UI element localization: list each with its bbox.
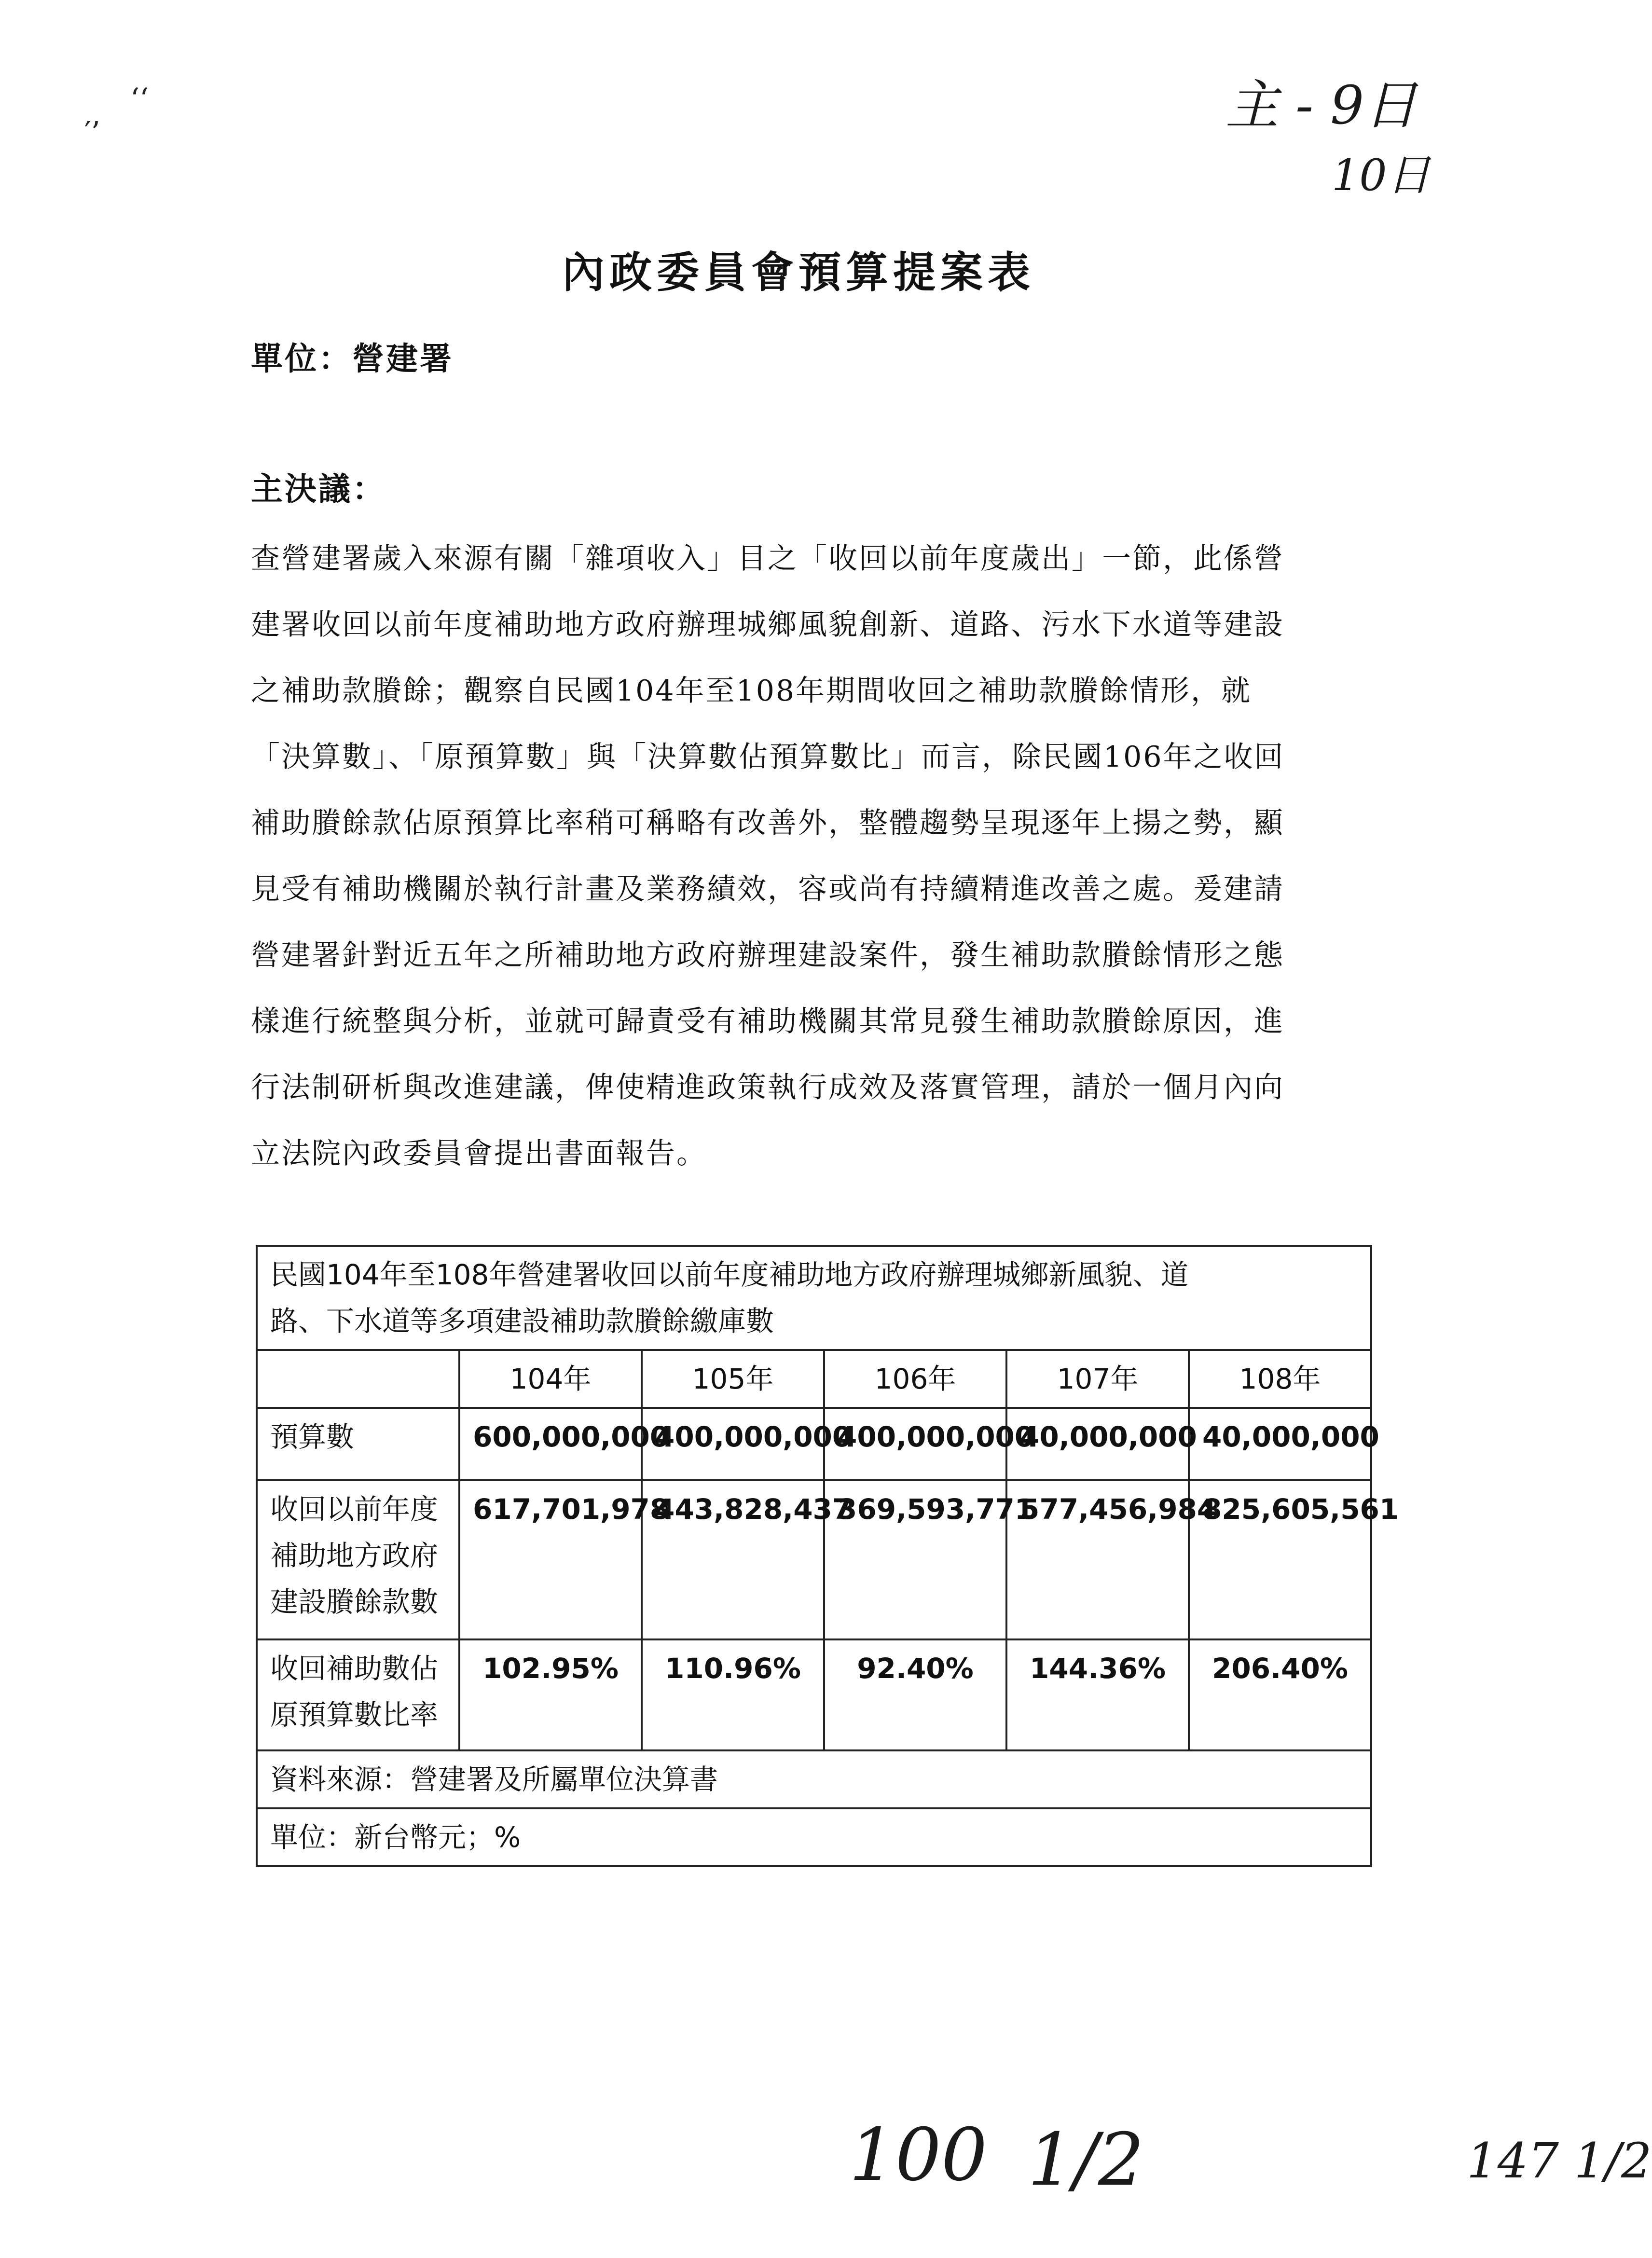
paragraph-line: 營建署針對近五年之所補助地方政府辦理建設案件，發生補助款賸餘情形之態 xyxy=(251,938,1284,972)
table-cell: 400,000,000 xyxy=(642,1408,824,1480)
row-label-line: 補助地方政府 xyxy=(270,1539,439,1572)
table-cell: 206.40% xyxy=(1189,1639,1371,1750)
row-label-line: 收回以前年度 xyxy=(270,1493,439,1526)
resolution-heading: 主決議： xyxy=(251,470,386,508)
row-label xyxy=(257,1480,459,1639)
handwritten-date-note-2: 10日 xyxy=(1332,150,1431,201)
paragraph-line: 查營建署歲入來源有關「雜項收入」目之「收回以前年度歲出」一節，此係營 xyxy=(251,542,1284,576)
paragraph-line: 立法院內政委員會提出書面報告。 xyxy=(251,1137,707,1170)
table-unit-row xyxy=(257,1808,1371,1866)
row-label-line: 原預算數比率 xyxy=(270,1698,439,1731)
scan-mark: ′’ xyxy=(84,116,100,150)
paragraph-line: 建署收回以前年度補助地方政府辦理城鄉風貌創新、道路、污水下水道等建設 xyxy=(251,608,1284,642)
paragraph-line: 行法制研析與改進建議，俾使精進政策執行成效及落實管理，請於一個月內向 xyxy=(251,1071,1284,1104)
table-cell: 443,828,437 xyxy=(642,1480,824,1639)
year-header: 104年 xyxy=(459,1350,642,1408)
table-cell: 825,605,561 xyxy=(1189,1480,1371,1639)
table-header-row xyxy=(257,1350,1371,1408)
year-header: 108年 xyxy=(1189,1350,1371,1408)
table-caption xyxy=(257,1246,1371,1350)
caption-line: 路、下水道等多項建設補助款賸餘繳庫數 xyxy=(270,1305,774,1337)
year-header: 106年 xyxy=(824,1350,1006,1408)
handwritten-date-note: 主 - 9日 xyxy=(1225,74,1418,136)
table-caption-row xyxy=(257,1246,1371,1350)
paragraph-line: 樣進行統整與分析，並就可歸責受有補助機關其常見發生補助款賸餘原因，進 xyxy=(251,1005,1284,1038)
table-cell: 144.36% xyxy=(1006,1639,1189,1750)
scan-mark: ‘‘ xyxy=(130,82,149,116)
header-empty-cell xyxy=(257,1350,459,1408)
row-label xyxy=(257,1408,459,1480)
unit-label: 單位：營建署 xyxy=(251,340,454,377)
table-cell: 92.40% xyxy=(824,1639,1006,1750)
page-title: 內政委員會預算提案表 xyxy=(562,247,1035,297)
table-cell: 400,000,000 xyxy=(824,1408,1006,1480)
row-label-line: 建設賸餘款數 xyxy=(270,1585,439,1618)
table-source-note: 資料來源：營建署及所屬單位決算書 xyxy=(257,1750,1371,1808)
table-row-recovered xyxy=(257,1480,1371,1639)
paragraph-line: 補助賸餘款佔原預算比率稍可稱略有改善外，整體趨勢呈現逐年上揚之勢，顯 xyxy=(251,806,1284,840)
handwritten-fraction: 1/2 xyxy=(1028,2118,1144,2202)
table-source-row xyxy=(257,1750,1371,1808)
paragraph-line: 之補助款賸餘；觀察自民國104年至108年期間收回之補助款賸餘情形，就 xyxy=(251,674,1252,708)
year-header: 107年 xyxy=(1006,1350,1189,1408)
table-cell: 40,000,000 xyxy=(1189,1408,1371,1480)
row-label-line: 收回補助數佔 xyxy=(270,1652,439,1685)
table-cell: 577,456,984 xyxy=(1006,1480,1189,1639)
year-header: 105年 xyxy=(642,1350,824,1408)
caption-line: 民國104年至108年營建署收回以前年度補助地方政府辦理城鄉新風貌、道 xyxy=(270,1258,1189,1291)
table-row-ratio xyxy=(257,1639,1371,1750)
row-label-line: 預算數 xyxy=(270,1420,355,1453)
row-label xyxy=(257,1639,459,1750)
table-row-budget xyxy=(257,1408,1371,1480)
resolution-paragraph xyxy=(251,526,1356,1187)
paragraph-line: 「決算數」、「原預算數」與「決算數佔預算數比」而言，除民國106年之收回 xyxy=(251,740,1285,774)
table-cell: 110.96% xyxy=(642,1639,824,1750)
table-unit-note: 單位：新台幣元；% xyxy=(257,1808,1371,1866)
table-cell: 600,000,000 xyxy=(459,1408,642,1480)
table-cell: 369,593,771 xyxy=(824,1480,1006,1639)
handwritten-page-number: 147 1/2 xyxy=(1467,2133,1652,2189)
table-cell: 40,000,000 xyxy=(1006,1408,1189,1480)
paragraph-line: 見受有補助機關於執行計畫及業務績效，容或尚有持續精進改善之處。爰建請 xyxy=(251,872,1284,906)
budget-table xyxy=(256,1245,1399,1867)
table-cell: 102.95% xyxy=(459,1639,642,1750)
handwritten-number: 100 xyxy=(849,2113,988,2197)
table-cell: 617,701,978 xyxy=(459,1480,642,1639)
